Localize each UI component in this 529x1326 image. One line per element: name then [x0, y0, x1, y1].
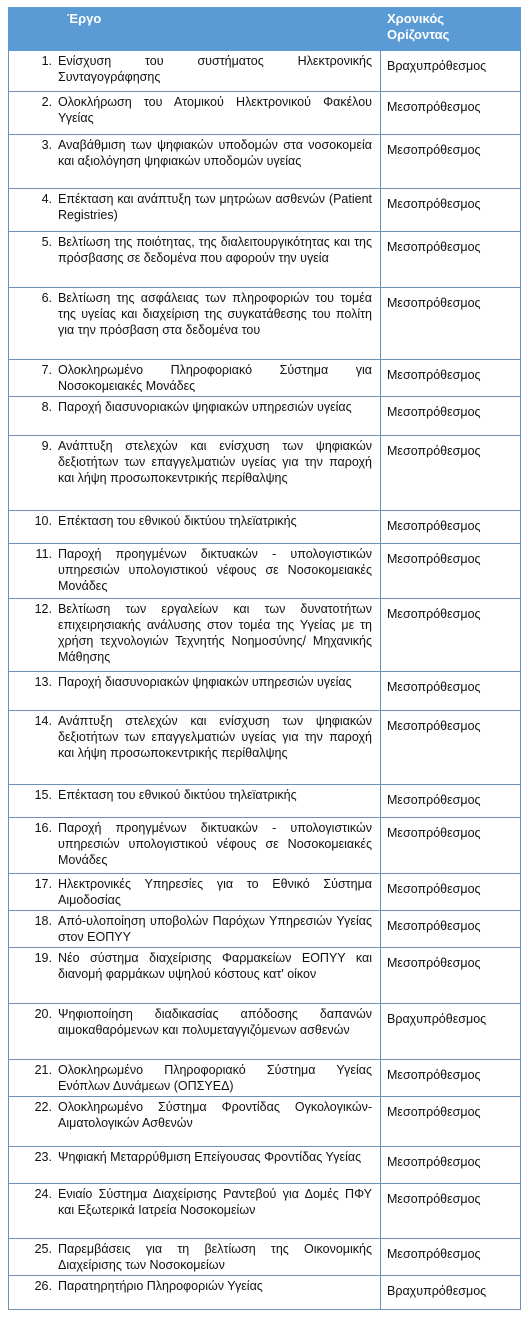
- project-wrap: [13, 234, 372, 266]
- project-title: Ψηφιοποίηση διαδικασίας απόδοσης δαπανών αιμοκαθαρόμενων και πολυμεταγγιζόμενων ασθενών: [58, 1007, 372, 1037]
- project-wrap: [13, 601, 372, 665]
- table-row: [9, 436, 521, 511]
- project-cell: [9, 436, 381, 511]
- project-title: Βελτίωση της ποιότητας, της διαλειτουργικότητας και της πρόσβασης σε δεδομένα που αφορούν την υγεία: [58, 235, 372, 265]
- table-row: [9, 711, 521, 785]
- table-row: [9, 672, 521, 711]
- project-cell: [9, 1276, 381, 1310]
- horizon-cell: Μεσοπρόθεσμος: [381, 288, 521, 360]
- horizon-cell: Μεσοπρόθεσμος: [381, 711, 521, 785]
- horizon-cell: Μεσοπρόθεσμος: [381, 818, 521, 874]
- table-row: [9, 288, 521, 360]
- horizon-cell: Βραχυπρόθεσμος: [381, 1276, 521, 1310]
- project-title: Παροχή προηγμένων δικτυακών - υπολογιστικών υπηρεσιών υπολογιστικού νέφους σε Νοσοκομειακές Μονάδες: [58, 821, 372, 867]
- project-title: Παροχή διασυνοριακών ψηφιακών υπηρεσιών υγείας: [58, 675, 352, 689]
- project-title: Βελτίωση των εργαλείων και των δυνατοτήτων επιχειρησιακής ανάλυσης στον τομέα της Υγείας με τη χρήση τεχνολογιών Τεχνητής Νοημοσύνης/ Μηχανικής Μάθησης: [58, 602, 372, 664]
- horizon-cell: Μεσοπρόθεσμος: [381, 511, 521, 544]
- project-cell: [9, 1147, 381, 1184]
- horizon-cell: Μεσοπρόθεσμος: [381, 948, 521, 1004]
- project-number: 1.: [41, 54, 52, 68]
- horizon-cell: Μεσοπρόθεσμος: [381, 92, 521, 135]
- project-title: Παρεμβάσεις για τη βελτίωση της Οικονομικής Διαχείρισης των Νοσοκομείων: [58, 1242, 372, 1272]
- table-row: [9, 189, 521, 232]
- project-wrap: [13, 787, 372, 803]
- project-cell: [9, 1239, 381, 1276]
- project-wrap: [13, 1186, 372, 1218]
- project-number: 16.: [34, 821, 52, 835]
- project-number: 11.: [35, 547, 52, 561]
- project-cell: [9, 1004, 381, 1060]
- project-title: Παροχή προηγμένων δικτυακών - υπολογιστικών υπηρεσιών υπολογιστικού νέφους σε Νοσοκομειακές Μονάδες: [58, 547, 372, 593]
- project-wrap: [13, 1241, 372, 1273]
- horizon-cell: Μεσοπρόθεσμος: [381, 1060, 521, 1097]
- project-number: 23.: [34, 1150, 52, 1164]
- table-row: [9, 1097, 521, 1147]
- projects-table: [8, 7, 521, 1310]
- project-cell: [9, 948, 381, 1004]
- project-title: Ψηφιακή Μεταρρύθμιση Επείγουσας Φροντίδας Υγείας: [58, 1150, 362, 1164]
- project-wrap: [13, 362, 372, 394]
- horizon-cell: Μεσοπρόθεσμος: [381, 1239, 521, 1276]
- project-cell: [9, 1184, 381, 1239]
- table-row: [9, 397, 521, 436]
- project-wrap: [13, 1006, 372, 1038]
- project-number: 26.: [34, 1279, 52, 1293]
- table-row: [9, 135, 521, 189]
- project-title: Ανάπτυξη στελεχών και ενίσχυση των ψηφιακών δεξιοτήτων των επαγγελματιών υγείας για την παροχή και λήψη προσωποκεντρικής περίθαλψης: [58, 439, 372, 485]
- project-number: 18.: [34, 914, 52, 928]
- project-cell: [9, 711, 381, 785]
- project-title: Ολοκληρωμένο Πληροφοριακό Σύστημα για Νοσοκομειακές Μονάδες: [58, 363, 372, 393]
- project-cell: [9, 672, 381, 711]
- project-wrap: [13, 1149, 372, 1165]
- project-cell: [9, 911, 381, 948]
- table-row: [9, 511, 521, 544]
- project-cell: [9, 874, 381, 911]
- project-wrap: [13, 1278, 372, 1294]
- project-title: Βελτίωση της ασφάλειας των πληροφοριών του τομέα της υγείας και διαχείριση της συγκατάθεσης του πολίτη για την πρόσβαση στα δεδομένα του: [58, 291, 372, 337]
- table-row: [9, 874, 521, 911]
- project-number: 17.: [34, 877, 52, 891]
- project-wrap: [13, 137, 372, 169]
- project-title: Από-υλοποίηση υποβολών Παρόχων Υπηρεσιών Υγείας στον ΕΟΠΥΥ: [58, 914, 372, 944]
- table-row: [9, 948, 521, 1004]
- project-title: Ολοκλήρωση του Ατομικού Ηλεκτρονικού Φακέλου Υγείας: [58, 95, 372, 125]
- horizon-cell: Μεσοπρόθεσμος: [381, 874, 521, 911]
- header-horizon-line2: Ορίζοντας: [387, 27, 450, 42]
- table-row: [9, 599, 521, 672]
- project-wrap: [13, 399, 372, 415]
- horizon-cell: Μεσοπρόθεσμος: [381, 785, 521, 818]
- project-cell: [9, 1097, 381, 1147]
- header-horizon: [381, 8, 521, 51]
- project-number: 8.: [41, 400, 52, 414]
- project-cell: [9, 51, 381, 92]
- table-row: [9, 51, 521, 92]
- horizon-cell: Μεσοπρόθεσμος: [381, 1147, 521, 1184]
- project-cell: [9, 397, 381, 436]
- project-title: Αναβάθμιση των ψηφιακών υποδομών στα νοσοκομεία και αξιολόγηση ψηφιακών υποδομών υγείας: [58, 138, 372, 168]
- horizon-cell: Μεσοπρόθεσμος: [381, 397, 521, 436]
- table-row: [9, 92, 521, 135]
- project-wrap: [13, 1099, 372, 1131]
- project-title: Ενιαίο Σύστημα Διαχείρισης Ραντεβού για Δομές ΠΦΥ και Εξωτερικά Ιατρεία Νοσοκομείων: [58, 1187, 372, 1217]
- horizon-cell: Μεσοπρόθεσμος: [381, 672, 521, 711]
- table-row: [9, 818, 521, 874]
- project-title: Ενίσχυση του συστήματος Ηλεκτρονικής Συνταγογράφησης: [58, 54, 372, 84]
- table-row: [9, 232, 521, 288]
- header-project-label: Έργο: [67, 11, 102, 26]
- horizon-cell: Μεσοπρόθεσμος: [381, 436, 521, 511]
- header-horizon-line1: Χρονικός: [387, 11, 445, 26]
- table-row: [9, 1276, 521, 1310]
- project-cell: [9, 92, 381, 135]
- project-number: 7.: [41, 363, 52, 377]
- horizon-cell: Μεσοπρόθεσμος: [381, 911, 521, 948]
- project-number: 25.: [34, 1242, 52, 1256]
- horizon-cell: Μεσοπρόθεσμος: [381, 1184, 521, 1239]
- project-number: 13.: [34, 675, 52, 689]
- project-title: Ανάπτυξη στελεχών και ενίσχυση των ψηφιακών δεξιοτήτων των επαγγελματιών υγείας για την παροχή και λήψη προσωποκεντρικής περίθαλψης: [58, 714, 372, 760]
- project-cell: [9, 818, 381, 874]
- header-project: [9, 8, 381, 51]
- project-title: Επέκταση του εθνικού δικτύου τηλεϊατρικής: [58, 788, 297, 802]
- project-number: 12.: [34, 602, 52, 616]
- project-cell: [9, 232, 381, 288]
- project-wrap: [13, 876, 372, 908]
- table-row: [9, 1147, 521, 1184]
- project-number: 4.: [41, 192, 52, 206]
- project-cell: [9, 135, 381, 189]
- horizon-cell: Μεσοπρόθεσμος: [381, 232, 521, 288]
- table-row: [9, 544, 521, 599]
- project-title: Παρατηρητήριο Πληροφοριών Υγείας: [58, 1279, 263, 1293]
- table-row: [9, 911, 521, 948]
- horizon-cell: Μεσοπρόθεσμος: [381, 599, 521, 672]
- project-cell: [9, 544, 381, 599]
- table-body: [9, 51, 521, 1310]
- project-number: 5.: [41, 235, 52, 249]
- project-number: 15.: [34, 788, 52, 802]
- project-wrap: [13, 290, 372, 338]
- project-number: 10.: [34, 514, 52, 528]
- horizon-cell: Βραχυπρόθεσμος: [381, 51, 521, 92]
- project-number: 24.: [34, 1187, 52, 1201]
- table-row: [9, 1239, 521, 1276]
- table-header-row: [9, 8, 521, 51]
- project-title: Ολοκληρωμένο Πληροφοριακό Σύστημα Υγείας Ενόπλων Δυνάμεων (ΟΠΣΥΕΔ): [58, 1063, 372, 1093]
- project-cell: [9, 360, 381, 397]
- horizon-cell: Μεσοπρόθεσμος: [381, 189, 521, 232]
- project-cell: [9, 288, 381, 360]
- project-wrap: [13, 950, 372, 982]
- project-wrap: [13, 1062, 372, 1094]
- project-wrap: [13, 191, 372, 223]
- table-row: [9, 1184, 521, 1239]
- project-number: 21.: [34, 1063, 52, 1077]
- project-wrap: [13, 438, 372, 486]
- project-wrap: [13, 674, 372, 690]
- project-wrap: [13, 53, 372, 85]
- horizon-cell: Μεσοπρόθεσμος: [381, 544, 521, 599]
- project-wrap: [13, 513, 372, 529]
- project-cell: [9, 785, 381, 818]
- project-wrap: [13, 820, 372, 868]
- project-wrap: [13, 546, 372, 594]
- horizon-cell: Μεσοπρόθεσμος: [381, 135, 521, 189]
- project-number: 9.: [41, 439, 52, 453]
- table-row: [9, 785, 521, 818]
- project-wrap: [13, 713, 372, 761]
- project-cell: [9, 599, 381, 672]
- project-number: 2.: [41, 95, 52, 109]
- project-title: Παροχή διασυνοριακών ψηφιακών υπηρεσιών υγείας: [58, 400, 352, 414]
- project-number: 19.: [34, 951, 52, 965]
- project-cell: [9, 511, 381, 544]
- project-wrap: [13, 913, 372, 945]
- project-title: Επέκταση και ανάπτυξη των μητρώων ασθενών (Patient Registries): [58, 192, 372, 222]
- project-wrap: [13, 94, 372, 126]
- project-title: Νέο σύστημα διαχείρισης Φαρμακείων ΕΟΠΥΥ και διανομή φαρμάκων υψηλού κόστους κατ' οίκον: [58, 951, 372, 981]
- project-cell: [9, 1060, 381, 1097]
- project-number: 22.: [34, 1100, 52, 1114]
- table-row: [9, 360, 521, 397]
- project-title: Επέκταση του εθνικού δικτύου τηλεϊατρικής: [58, 514, 297, 528]
- project-number: 6.: [41, 291, 52, 305]
- project-title: Ολοκληρωμένο Σύστημα Φροντίδας Ογκολογικών- Αιματολογικών Ασθενών: [58, 1100, 372, 1130]
- table-row: [9, 1004, 521, 1060]
- horizon-cell: Μεσοπρόθεσμος: [381, 360, 521, 397]
- horizon-cell: Βραχυπρόθεσμος: [381, 1004, 521, 1060]
- project-number: 3.: [41, 138, 52, 152]
- project-title: Ηλεκτρονικές Υπηρεσίες για το Εθνικό Σύστημα Αιμοδοσίας: [58, 877, 372, 907]
- horizon-cell: Μεσοπρόθεσμος: [381, 1097, 521, 1147]
- project-cell: [9, 189, 381, 232]
- project-number: 20.: [34, 1007, 52, 1021]
- table-row: [9, 1060, 521, 1097]
- project-number: 14.: [34, 714, 52, 728]
